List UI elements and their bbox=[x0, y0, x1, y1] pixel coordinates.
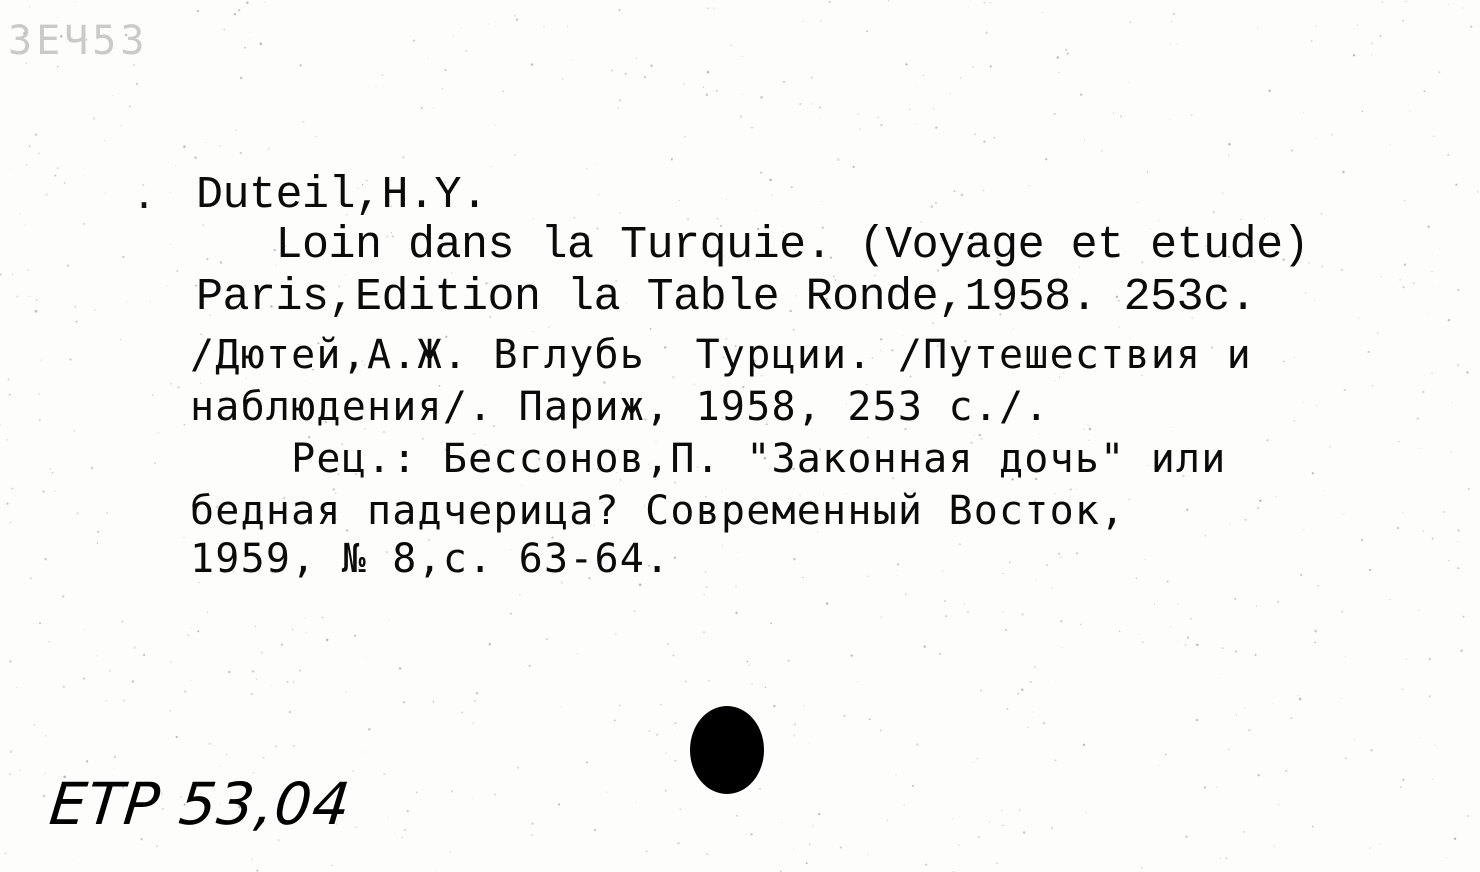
review-line-2: бедная падчерица? Современный Восток, bbox=[190, 488, 1126, 534]
punch-hole bbox=[690, 706, 764, 794]
review-line-1: Рец.: Бессонов,П. "Законная дочь" или bbox=[190, 436, 1227, 482]
imprint-line: Paris,Edition la Table Ronde,1958. 253c. bbox=[196, 272, 1257, 323]
author-heading: Duteil,H.Y. bbox=[196, 170, 488, 221]
corner-code-stamp: ЗЕЧ53 bbox=[8, 18, 149, 64]
handwritten-shelfmark: ETP 53,04 bbox=[46, 770, 355, 838]
title-line: Loin dans la Turquie. (Voyage et etude) bbox=[196, 220, 1310, 271]
russian-translation-line-1: /Дютей,А.Ж. Вглубь Турции. /Путешествия и bbox=[190, 332, 1252, 378]
entry-bullet: . bbox=[132, 176, 157, 221]
review-line-3: 1959, № 8,с. 63-64. bbox=[190, 536, 671, 582]
russian-translation-line-2: наблюдения/. Париж, 1958, 253 с./. bbox=[190, 384, 1050, 430]
